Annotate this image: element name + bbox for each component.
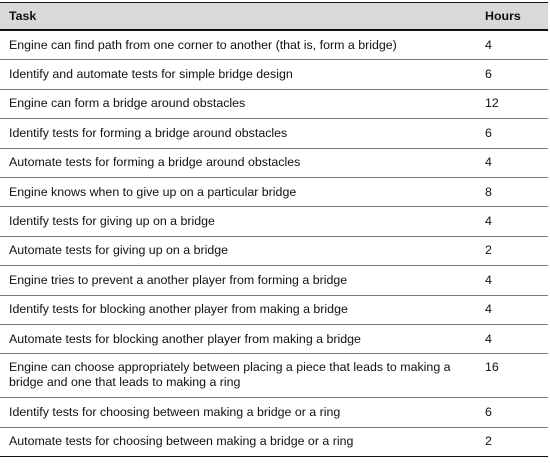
table-row: [0, 30, 548, 60]
task-cell: Identify tests for blocking another player from making a bridge: [0, 295, 485, 324]
table-row: [0, 60, 548, 89]
task-hours-table: [0, 2, 548, 457]
table-header: [0, 3, 548, 31]
hours-cell: 4: [485, 266, 548, 295]
hours-cell: 6: [485, 398, 548, 427]
hours-cell: 4: [485, 324, 548, 353]
hours-cell: 2: [485, 427, 548, 456]
hours-cell: 4: [485, 148, 548, 177]
table-row: [0, 119, 548, 148]
hours-cell: 12: [485, 89, 548, 118]
table-row: [0, 354, 548, 398]
task-cell: Engine tries to prevent a another player from forming a bridge: [0, 266, 485, 295]
table-row: [0, 324, 548, 353]
column-header-task: Task: [0, 3, 485, 31]
table-row: [0, 398, 548, 427]
table-row: [0, 148, 548, 177]
table-body: [0, 30, 548, 457]
table-row: [0, 236, 548, 265]
hours-cell: 4: [485, 295, 548, 324]
task-cell: Automate tests for giving up on a bridge: [0, 236, 485, 265]
task-cell: Engine can form a bridge around obstacles: [0, 89, 485, 118]
table-row: [0, 266, 548, 295]
table-row: [0, 207, 548, 236]
task-cell: Automate tests for forming a bridge around obstacles: [0, 148, 485, 177]
task-cell: Identify tests for giving up on a bridge: [0, 207, 485, 236]
table-row: [0, 427, 548, 456]
hours-cell: 6: [485, 60, 548, 89]
hours-cell: 4: [485, 207, 548, 236]
task-cell: Identify tests for choosing between making a bridge or a ring: [0, 398, 485, 427]
column-header-hours: Hours: [485, 3, 548, 31]
task-cell: Engine can find path from one corner to another (that is, form a bridge): [0, 30, 485, 60]
task-cell: Automate tests for choosing between making a bridge or a ring: [0, 427, 485, 456]
task-cell: Engine can choose appropriately between placing a piece that leads to making a bridge and one that leads to making a ring: [0, 354, 485, 398]
task-cell: Identify tests for forming a bridge around obstacles: [0, 119, 485, 148]
task-cell: Identify and automate tests for simple bridge design: [0, 60, 485, 89]
task-cell: Engine knows when to give up on a particular bridge: [0, 177, 485, 206]
table-row: [0, 295, 548, 324]
hours-cell: 2: [485, 236, 548, 265]
header-row: [0, 3, 548, 31]
hours-cell: 8: [485, 177, 548, 206]
hours-cell: 4: [485, 30, 548, 60]
task-cell: Automate tests for blocking another player from making a bridge: [0, 324, 485, 353]
table-row: [0, 177, 548, 206]
table-row: [0, 89, 548, 118]
hours-cell: 6: [485, 119, 548, 148]
hours-cell: 16: [485, 354, 548, 398]
